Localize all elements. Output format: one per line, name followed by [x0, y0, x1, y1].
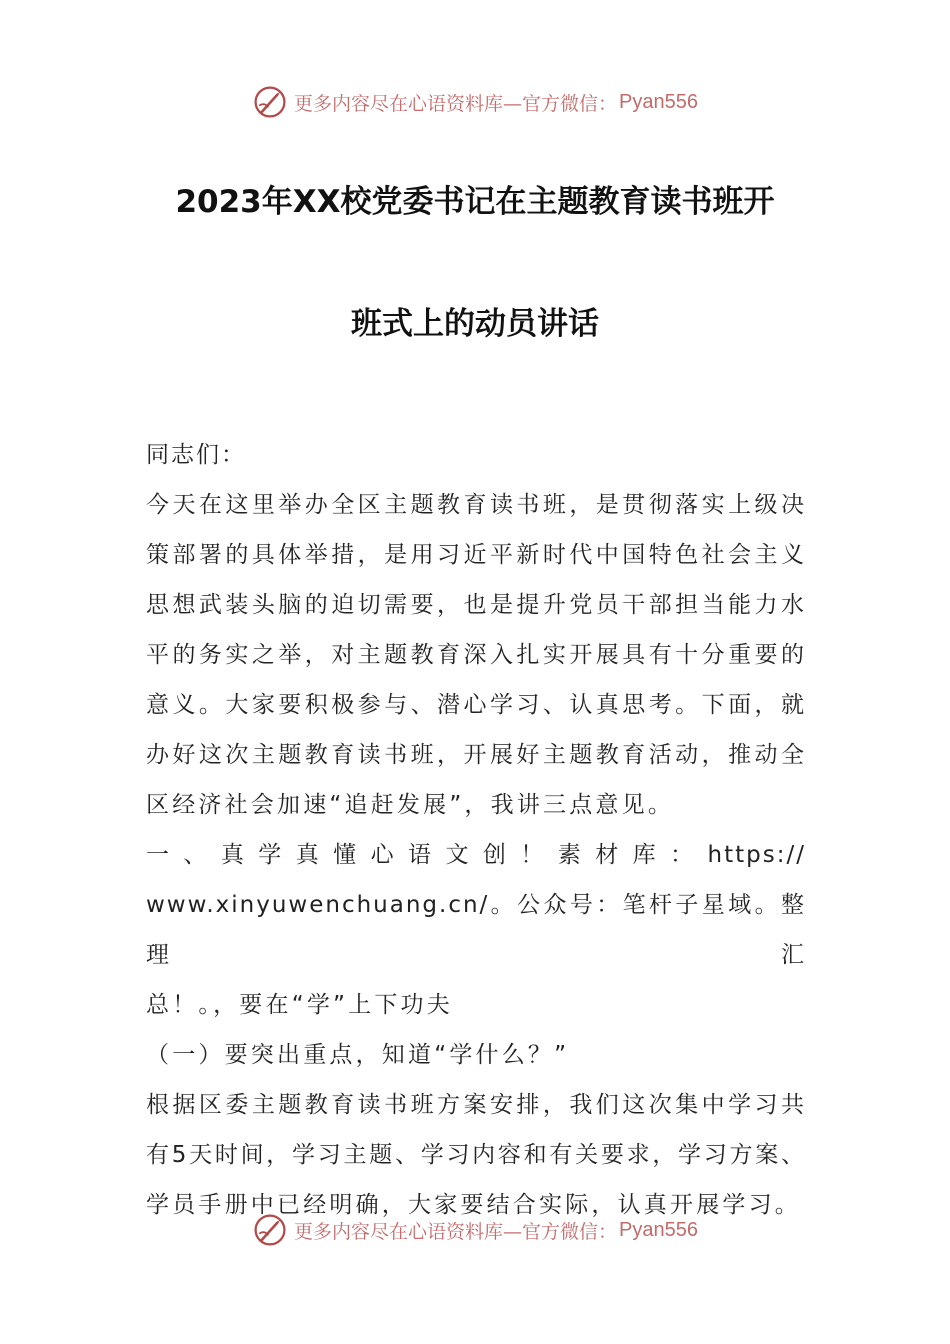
pen-logo-icon [252, 84, 288, 120]
watermark-wechat-id: Pyan556 [619, 90, 698, 113]
paragraph-line: 根据区委主题教育读书班方案安排，我们这次集中学习共 [146, 1092, 806, 1118]
document-title-line-2: 班式上的动员讲话 [351, 306, 599, 342]
document-title-line-1: 2023年XX校党委书记在主题教育读书班开 [175, 184, 775, 220]
intro-line: 思想武装头脑的迫切需要，也是提升党员干部担当能力水 [146, 592, 806, 618]
document-body [146, 430, 806, 1230]
header-watermark [0, 82, 950, 122]
subsection-heading: （一）要突出重点，知道“学什么？” [146, 1042, 570, 1068]
watermark-text: 更多内容尽在心语资料库—官方微信： [294, 1220, 618, 1243]
paragraph-line: 有5天时间，学习主题、学习内容和有关要求，学习方案、 [146, 1142, 806, 1168]
section-heading-line: 一 、 真 学 真 懂 心 语 文 创 ！ 素 材 库 ： https:// [146, 842, 806, 868]
intro-line: 办好这次主题教育读书班，开展好主题教育活动，推动全 [146, 742, 806, 768]
intro-line: 意义。大家要积极参与、潜心学习、认真思考。下面，就 [146, 692, 806, 718]
intro-line: 策部署的具体举措，是用习近平新时代中国特色社会主义 [146, 542, 806, 568]
watermark-text: 更多内容尽在心语资料库—官方微信： [294, 92, 618, 115]
greeting: 同志们： [146, 442, 246, 468]
section-heading-line: 总！。，要在“学”上下功夫 [146, 992, 453, 1018]
footer-watermark [0, 1210, 950, 1250]
paragraph-line: 学员手册中已经明确，大家要结合实际，认真开展学习。 [146, 1192, 801, 1218]
intro-line: 平的务实之举，对主题教育深入扎实开展具有十分重要的 [146, 642, 806, 668]
pen-logo-icon [252, 1212, 288, 1248]
section-heading-line: www.xinyuwenchuang.cn/。公众号：笔杆子星域。整理汇 [146, 892, 806, 968]
intro-line: 区经济社会加速“追赶发展”，我讲三点意见。 [146, 792, 675, 818]
intro-line: 今天在这里举办全区主题教育读书班，是贯彻落实上级决 [146, 492, 806, 518]
watermark-wechat-id: Pyan556 [619, 1218, 698, 1241]
